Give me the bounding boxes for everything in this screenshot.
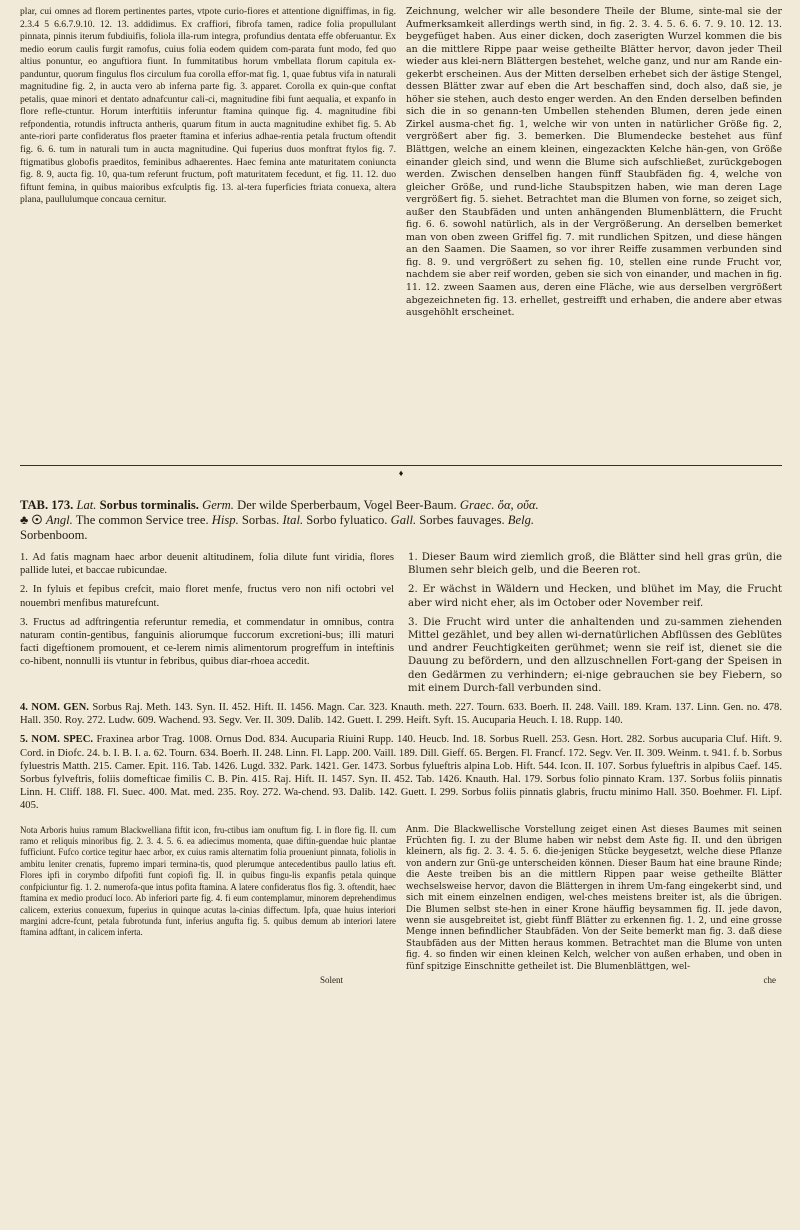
item-german: 3. Die Frucht wird unter die anhaltenden und zu-sammen ziehenden Mittel gezählet, und bey allen wi-dernatürlichen Abflüssen des Geblütes und andrer Feuchtigkeiten gerühmet; wenn sie reif ist, dienet sie die Dauung zu befördern, und den allzuschnellen Fort-gang der Speisen in den Gedärmen zu verhindern; ei-nige gebrauchen sie bey Fiebern, so mit einem Durch-fall verbunden sind. <box>408 616 782 694</box>
nom-gen-paragraph <box>20 701 782 727</box>
ornament: ♦ <box>398 468 404 478</box>
belg-label: Belg. <box>507 513 535 527</box>
top-section <box>20 6 782 458</box>
latin-note: Nota Arboris huius ramum Blackwelliana fiftit icon, fru-ctibus iam onuftum fig. I. in flore fig. II. cum ramo et reliquis minoribus fig. 2. 3. 4. 5. 6. ea adiecimus momenta, quae diftin-guendae huic plantae fufficiunt. Fufco cortice tegitur haec arbor, ex cuius ramis alternatim folia proueniunt pinnata, foliolis in ambitu leniter crenatis, fupremo impari termina-tis, quod plerumque antecedentibus paullo latius eft. Flores ipfi in corymbo difpofiti funt copiofi fig. II. in quibus fingu-lis expanfis petala quinque confpiciuntur fig. 1. 2. numerofa-que intus pofita ftamina. A latere confideratus flos fig. 3. oftendit, haec ftamina ex medio producí loco. Ab inferiori parte fig. 4. fi eum contemplamur, minorem deprehendimus calicem, exterius conuexum, fuperius in quinque acutas la-cinias diffectum. Ipfa, quae huius interiori margini adcre-fcunt, petala fubrotunda funt, inferius angufta fig. 5. quibus demum ab interiori latere ftamina adftant, in calicem inferta. <box>20 824 396 938</box>
item-latin: 2. In fyluis et fepibus crefcit, maio floret menfe, fructus vero non nifi octobri vel nouembri menfibus maturefcunt. <box>20 584 394 609</box>
notes-section <box>20 825 782 973</box>
gall-label: Gall. <box>390 513 417 527</box>
item-row <box>20 551 782 577</box>
plate-heading <box>20 498 782 543</box>
divider-rule <box>20 465 782 466</box>
italian-name: Sorbo fyluatico. <box>306 513 388 527</box>
hisp-label: Hisp. <box>211 513 239 527</box>
angl-label: Angl. <box>45 513 73 527</box>
german-description: Zeichnung, welcher wir alle besondere Theile der Blume, sinte-mal sie der Aufmerksamkeit allerdings werth sind, in fig. 2. 3. 4. 5. 6. 6. 7. 9. 10. 12. 13. beygefüget haben. Aus einer dicken, doch zaserigten Wurzel kommen die bis an die mittlere Rippe paar weise getheilte Blätter hervor, davon jeder Theil wieder aus klei-nern Blättergen bestehet, welche ganz, und nur am Rande ein-gekerbt erscheinen. Aus der Mitten derselben erhebet sich der ästige Stengel, dessen Blätter zwar auf eben die Art beschaffen sind, doch also, daß sie, je höher sie stehen, auch desto enger werden. An den Enden derselben befinden sich die in so genann-ten Umbellen stehenden Blumen, deren jede einen Zirkel ausma-chet fig. 1, welche wir von unten in natürlicher Größe fig. 2, vergrößert aber fig. 3. bemerken. Die Blumendecke bestehet aus fünf Blättgen, welche an einem kleinen, eingezackten Kelche hän-gen, von Größe einander gleich sind, und wenn die Blume sich aufschließet, zurückgebogen werden. Zwischen denselben hangen fünff Staubfäden fig. 4, welche von gleicher Größe, und rund-liche Staubspitzen haben, wie man deren Lage vergrößert fig. 5. siehet. Betrachtet man die Blumen von forne, so zeiget sich, außer den Staubfäden und unten anhängenden Blumenblättern, die Frucht fig. 6. 6. sowohl natürlich, als in der Vergrößerung. An derselben bemerket man von oben zween Griffel fig. 7. mit rundlichen Spitzen, und diese hängen an den Saamen. Die Saamen, so vor ihrer Reiffe zusammen verbunden sind fig. 8. 9. und vergrößert zu sehen fig. 10, stellen eine runde Frucht vor, nachdem sie aber reif worden, geben sie sich von einander, und machen in fig. 11. 12. zween Saamen aus, deren eine Fläche, wie aus derselben vergrößert abgezeichneten fig. 13. erhellet, gestreifft und erhaben, die andere aber etwas ausgehöhlt erscheinet. <box>406 6 782 319</box>
english-name: The common Service tree. <box>75 513 209 527</box>
nom-gen-label: 4. NOM. GEN. <box>20 702 89 714</box>
nom-gen-text: Sorbus Raj. Meth. 143. Syn. II. 452. Hift. II. 1456. Magn. Car. 323. Knauth. meth. 227. Tourn. 633. Boerh. II. 248. Vaill. 189. Kram. 137. Linn. Gen. no. 478. Hall. 350. Roy. 272. Ludw. 609. Wachend. 93. Segv. Ver. II. 309. Dalib. 142. Guett. I. 299. Heift. Syft. 15. Aucuparia Heuch. I. 18. Rupp. 140. <box>20 702 782 727</box>
graec-name: Graec. ὄα, οὔα. <box>459 498 539 512</box>
lat-label: Lat. <box>76 498 97 512</box>
item-german: 1. Dieser Baum wird ziemlich groß, die Blätter sind hell gras grün, die Blumen sehr bleich gelb, und die Beeren rot. <box>408 552 782 577</box>
catchword-left: Solent <box>320 974 344 985</box>
nom-spec-paragraph <box>20 733 782 812</box>
dutch-name: Sorbenboom. <box>20 528 88 542</box>
french-name: Sorbes fauvages. <box>419 513 505 527</box>
nom-spec-label: 5. NOM. SPEC. <box>20 734 94 746</box>
latin-description: plar, cui omnes ad florem pertinentes partes, vtpote curio-fiores et attentione digniffimas, in fig. 2.3.4 5 6.6.7.9.10. 12. 13. addidimus. Ex craffiori, fibrofa tamen, radice folia propullulant pinnata, pinnis iterum fubdiuifis, foliola illa-rum integra, profundius dentata effe obferuantur. Ex medio eorum caulis furgit ramofus, cuius folia eodem quidem com-parata funt modo, fed quo altius ponuntur, eo anguftiora fiunt. In fummitatibus horum vmbellata florum capitula ex-panduntur, quorum fingulus flos circulum fua corolla effor-mat fig. 1, quae fubtus vifa in naturali magnitudine fig. 2, in aucta vero ab inferna parte fig. 3. apparet. Corolla ex quin-que conftat petalis, quae minori et dentato adnafcuntur cali-ci, magnitudine fibi funt aequalia, et expanfo in flore refle-ctuntur. Horum interftitiis inferuntur ftamina quinque fig. 4. magnitudine fibi refpondentia, rotundis inftructa antheris, quarum fitum in aucta magnitudine exhibet fig. 5. Ab ante-riori parte confideratus flos praeter ftamina et inferius adhae-rentia petala fructum oftendit fig. 6. 6. tum in naturali tum in aucta magnitudine. Qui fuperius duos monftrat ftylos fig. 7. ftigmatibus globofis praeditos, feminibus adhaerentes. Haec femina ante maturitatem coniuncta fig. 8. 9, aucta fig. 10, qua-tum referunt fructum, poft maturitatem fecedunt, et fig. 11. 12. duo fiftunt femina, in quibus maioribus exfculptis fig. 13. al-tera fuperficies ftriata conuexa, altera plana, paullulumque concaua cernitur. <box>20 6 396 206</box>
german-name: Der wilde Sperberbaum, Vogel Beer-Baum. <box>237 498 457 512</box>
item-row <box>20 616 782 695</box>
nom-spec-text: Fraxinea arbor Trag. 1008. Ornus Dod. 834. Aucuparia Riuini Rupp. 140. Heucb. Ind. 18. Sorbus Ruell. 253. Gesn. Hort. 282. Sorbus aucuparia Cluf. Hift. 9. Cord. in Diofc. 24. b. I. B. I. a. 62. Tourn. 634. Boerh. II. 248. Linn. Fl. Lapp. 200. Vaill. 189. Dill. Gieff. 65. Bergen. Fl. Francf. 172. Segv. Ver. II. 309. Weinm. t. 941. f. b. Sorbus fyluestris Matth. 215. Camer. Epit. 116. Tab. 1426. Lugd. 332. Park. 1421. Ger. 1473. Sorbus fylueftris alpina Lob. Hift. 544. Icon. II. 107. Sorbus fylueftris in alpibus Caef. 145. Sorbus fylveftris, foliis domefticae fimilis C. B. Pin. 415. Raj. Hift. II. 1457. Syn. II. 452. Tab. 1426. Knauth. Hal. 179. Sorbus folio pinnato Kram. 137. Sorbus foliis pinnatis Linn. H. Cliff. 188. Fl. Suec. 400. Mat. med. 235. Roy. 272. Wa-chend. 93. Dalib. 142. Guett. I. 299. Sorbus foliis pinnatis glabris, fructu minimo Hall. 350. Boehmer. Fl. Lipf. 405. <box>20 734 782 812</box>
item-latin: 1. Ad fatis magnam haec arbor deuenit altitudinem, folia dilute funt viridia, flores pallide lutei, et baccae rubicundae. <box>20 552 394 577</box>
plate-number: TAB. 173. <box>20 498 74 512</box>
spanish-name: Sorbas. <box>241 513 280 527</box>
numbered-items <box>20 551 782 695</box>
item-row <box>20 583 782 609</box>
item-latin: 3. Fructus ad adftringentia referuntur remedia, et commendatur in omnibus, contra naturam contin-gentibus, fanguinis aliorumque fuccorum excretioni-bus; illi maturi facti digeftionem promouent, et ce-lerem nimis alimentorum progreffum in inteftinis co-hibent, nonnulli iis vtuntur in febribus, quibus diar-rhoea accedit. <box>20 616 394 668</box>
item-german: 2. Er wächst in Wäldern und Hecken, und blühet im May, die Frucht aber wird nicht eher, als im October oder November reif. <box>408 584 782 609</box>
german-note: Anm. Die Blackwellische Vorstellung zeiget einen Ast dieses Baumes mit seinen Früchten fig. I. zu der Blume haben wir nebst dem Aste fig. II. und den übrigen kleinern, als fig. 2. 3. 4. 5. 6. die-jenigen Stücke beygesetzt, welche diese Pflanze von andern zur Gnü-ge unterscheiden können. Dieser Baum hat eine braune Rinde; die Aeste treiben bis an die mittlern Rippen paar weise getheilte Blätter wechselsweise hervor, davon die Blättergen in ihrem Um-fang eingekerbt sind, und sich mit einem einzelnen endigen, wel-ches meistens breiter ist, als die übrigen. Die Blumen selbst ste-hen in einer Krone häuffig beysammen fig. II. jede davon, wenn sie ausgebreitet ist, giebt fünff Blätter zu erkennen fig. 1. 2, und eine grosse Menge innen befindlicher Staubfäden. Von der Seite bemerkt man fig. 3. daß diese Staubfäden aus der Mitten heraus kommen. Betrachtet man die Blume von unten fig. 4. so finden wir einen kleinen Kelch, welcher von außen erhaben, und oben in fünf spitzige Einschnitte getheilet ist. Die Blumenblättgen, wel- <box>406 824 782 972</box>
catchword-right: che <box>763 974 776 985</box>
ital-label: Ital. <box>282 513 304 527</box>
symbol-icons: ♣ ☉ <box>20 513 43 527</box>
germ-label: Germ. <box>202 498 234 512</box>
catchwords <box>20 975 782 985</box>
latin-name: Sorbus torminalis. <box>99 498 199 512</box>
